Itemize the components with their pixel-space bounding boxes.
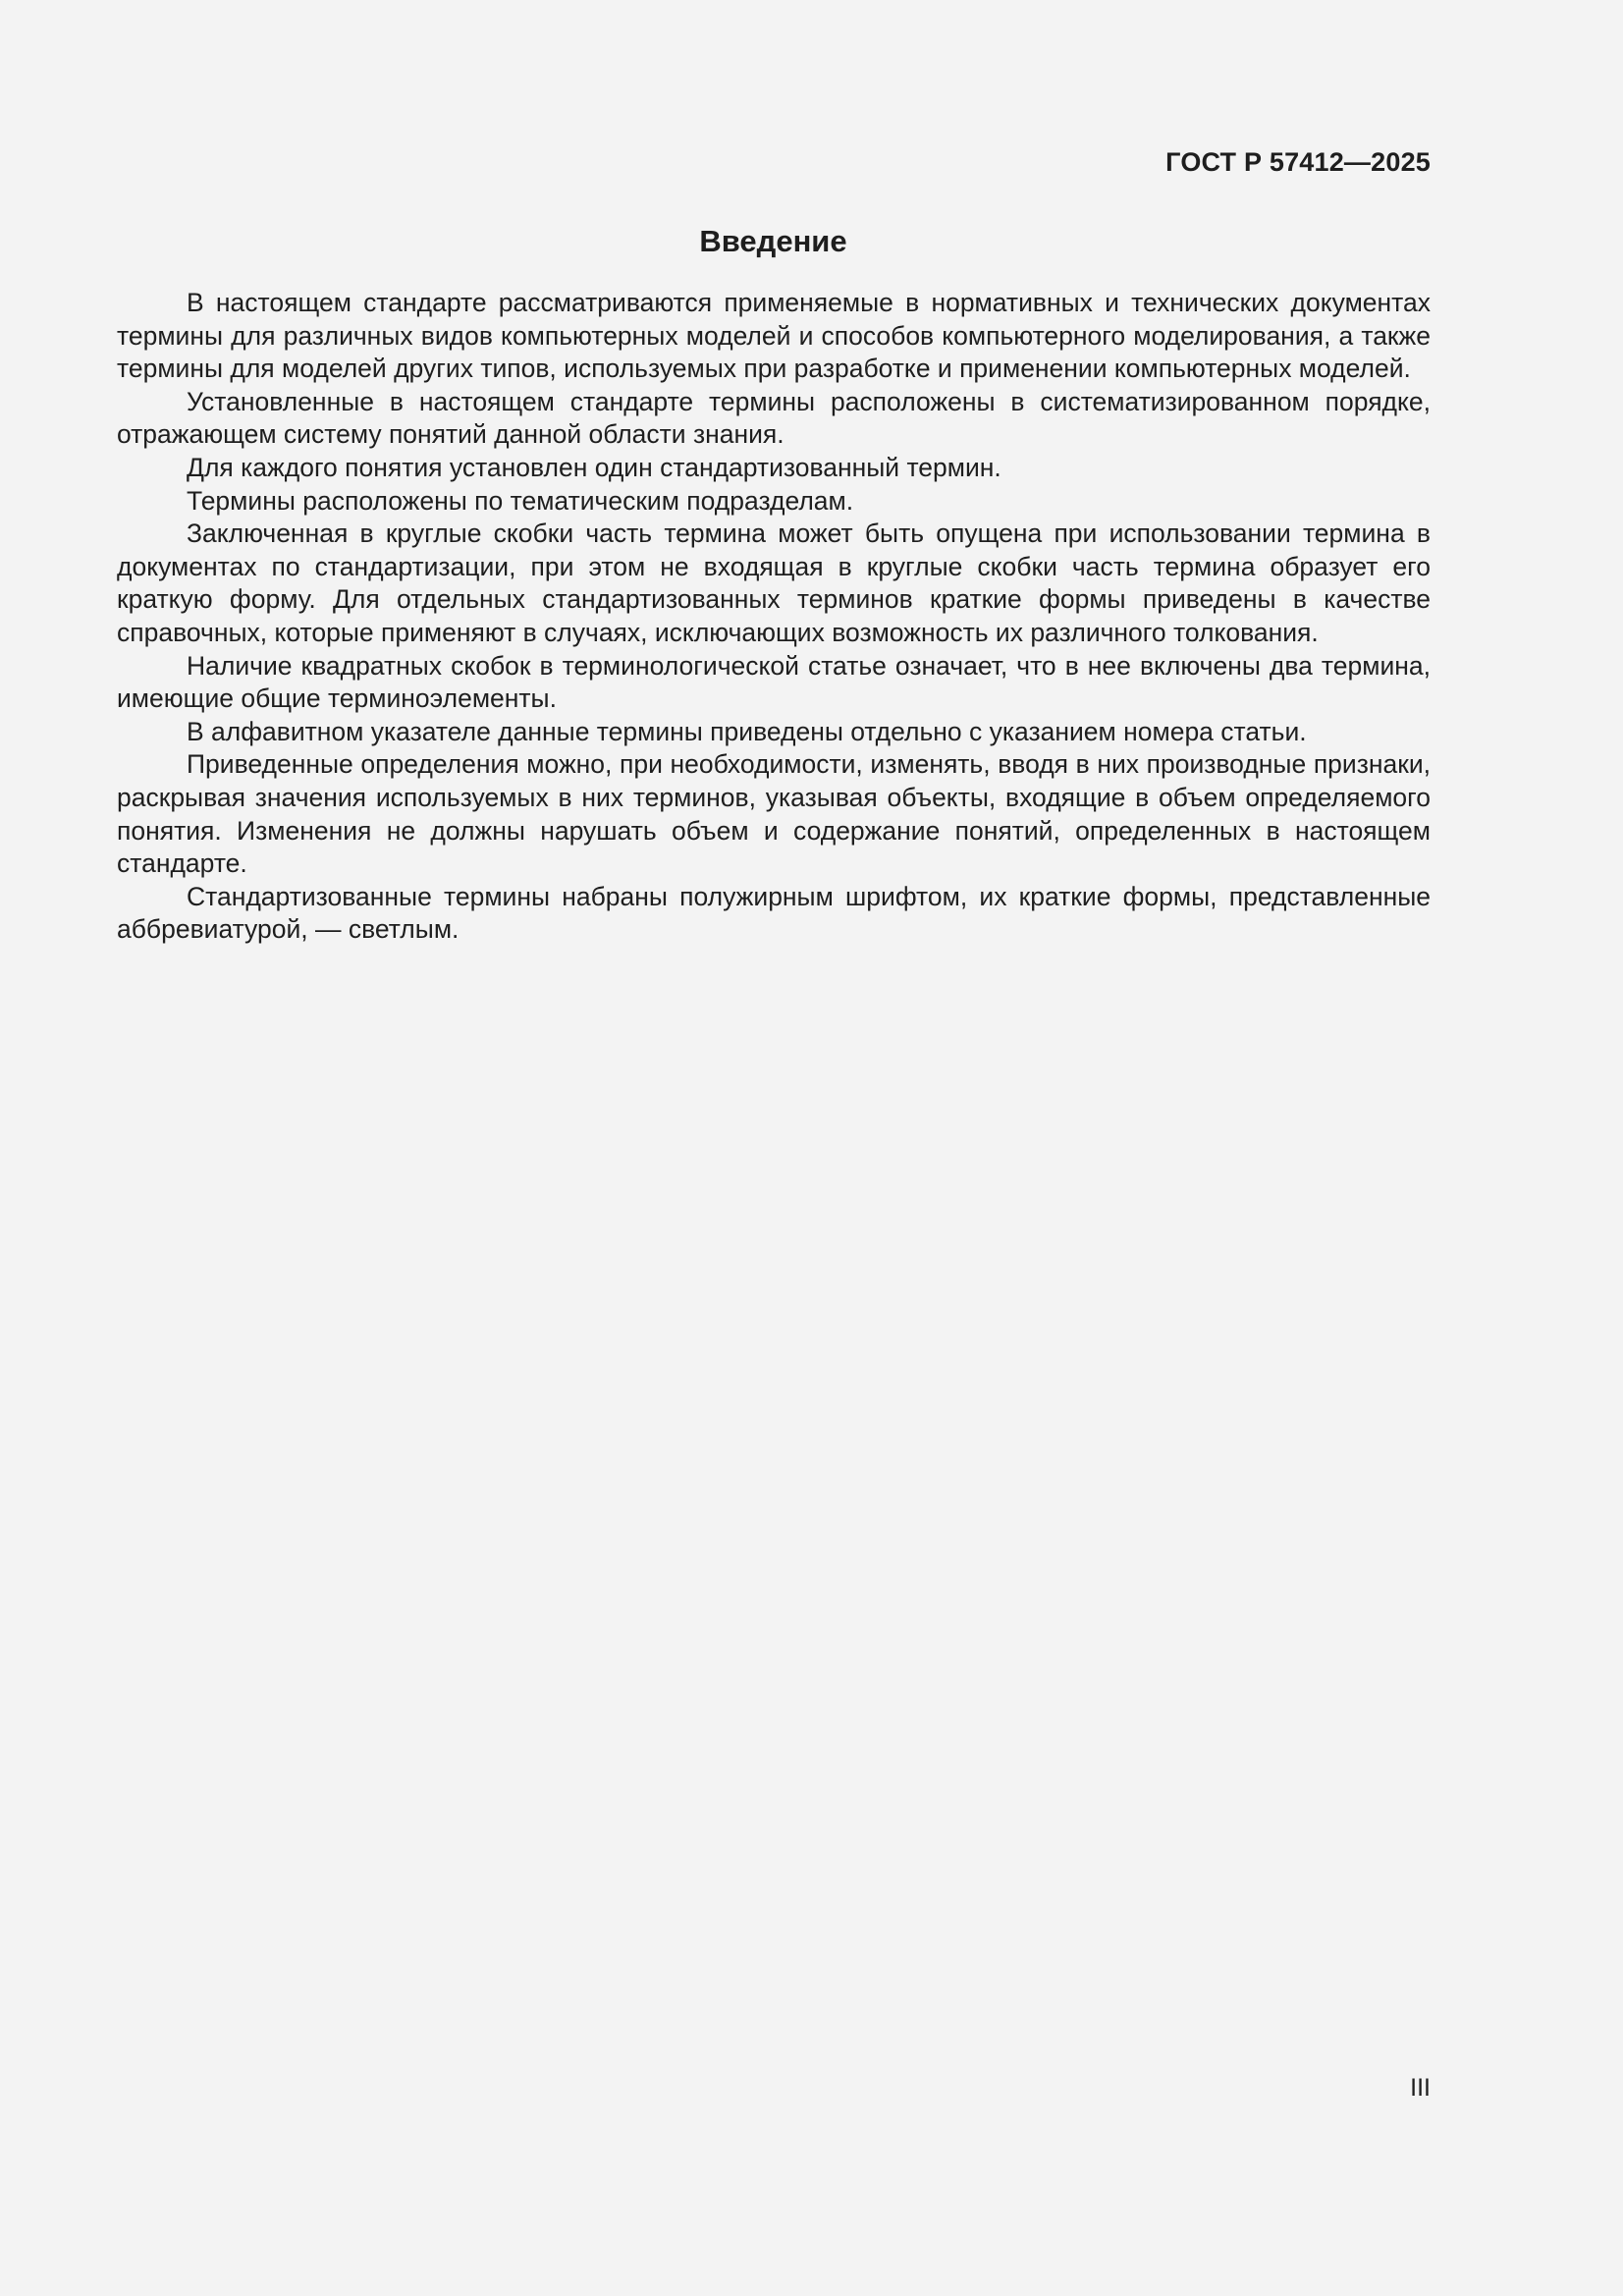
paragraph: Термины расположены по тематическим подразделам.	[187, 485, 854, 516]
document-code: ГОСТ Р 57412—2025	[1165, 147, 1431, 177]
introduction-body	[117, 287, 1431, 947]
paragraph: Установленные в настоящем стандарте термины расположены в систематизированном порядке, отражающем систему понятий данной области знания.	[117, 386, 1431, 450]
paragraph: Стандартизованные термины набраны полужирным шрифтом, их краткие формы, представленные аббревиатурой, — светлым.	[117, 881, 1431, 945]
paragraph: В настоящем стандарте рассматриваются применяемые в нормативных и технических документах термины для различных видов компьютерных моделей и способов компьютерного моделирования, а также термины для моделей других типов, используемых при разработке и применении компьютерных моделей.	[117, 288, 1431, 384]
paragraph: Заключенная в круглые скобки часть термина может быть опущена при использовании термина в документах по стандартизации, при этом не входящая в круглые скобки часть термина образует его краткую форму. Для отдельных стандартизованных терминов краткие формы приведены в качестве справочных, которые применяют в случаях, исключающих возможность их различного толкования.	[117, 519, 1431, 647]
paragraph: В алфавитном указателе данные термины приведены отдельно с указанием номера статьи.	[187, 716, 1307, 746]
paragraph: Наличие квадратных скобок в терминологической статье означает, что в нее включены два термина, имеющие общие терминоэлементы.	[117, 650, 1431, 714]
paragraph: Приведенные определения можно, при необходимости, изменять, вводя в них производные признаки, раскрывая значения используемых в них терминов, указывая объекты, входящие в объем определяемого понятия. Изменения не должны нарушать объем и содержание понятий, определенных в настоящем стандарте.	[117, 749, 1431, 879]
page-number: III	[1410, 2074, 1431, 2102]
section-title: Введение	[699, 224, 847, 258]
paragraph: Для каждого понятия установлен один стандартизованный термин.	[187, 452, 1001, 482]
